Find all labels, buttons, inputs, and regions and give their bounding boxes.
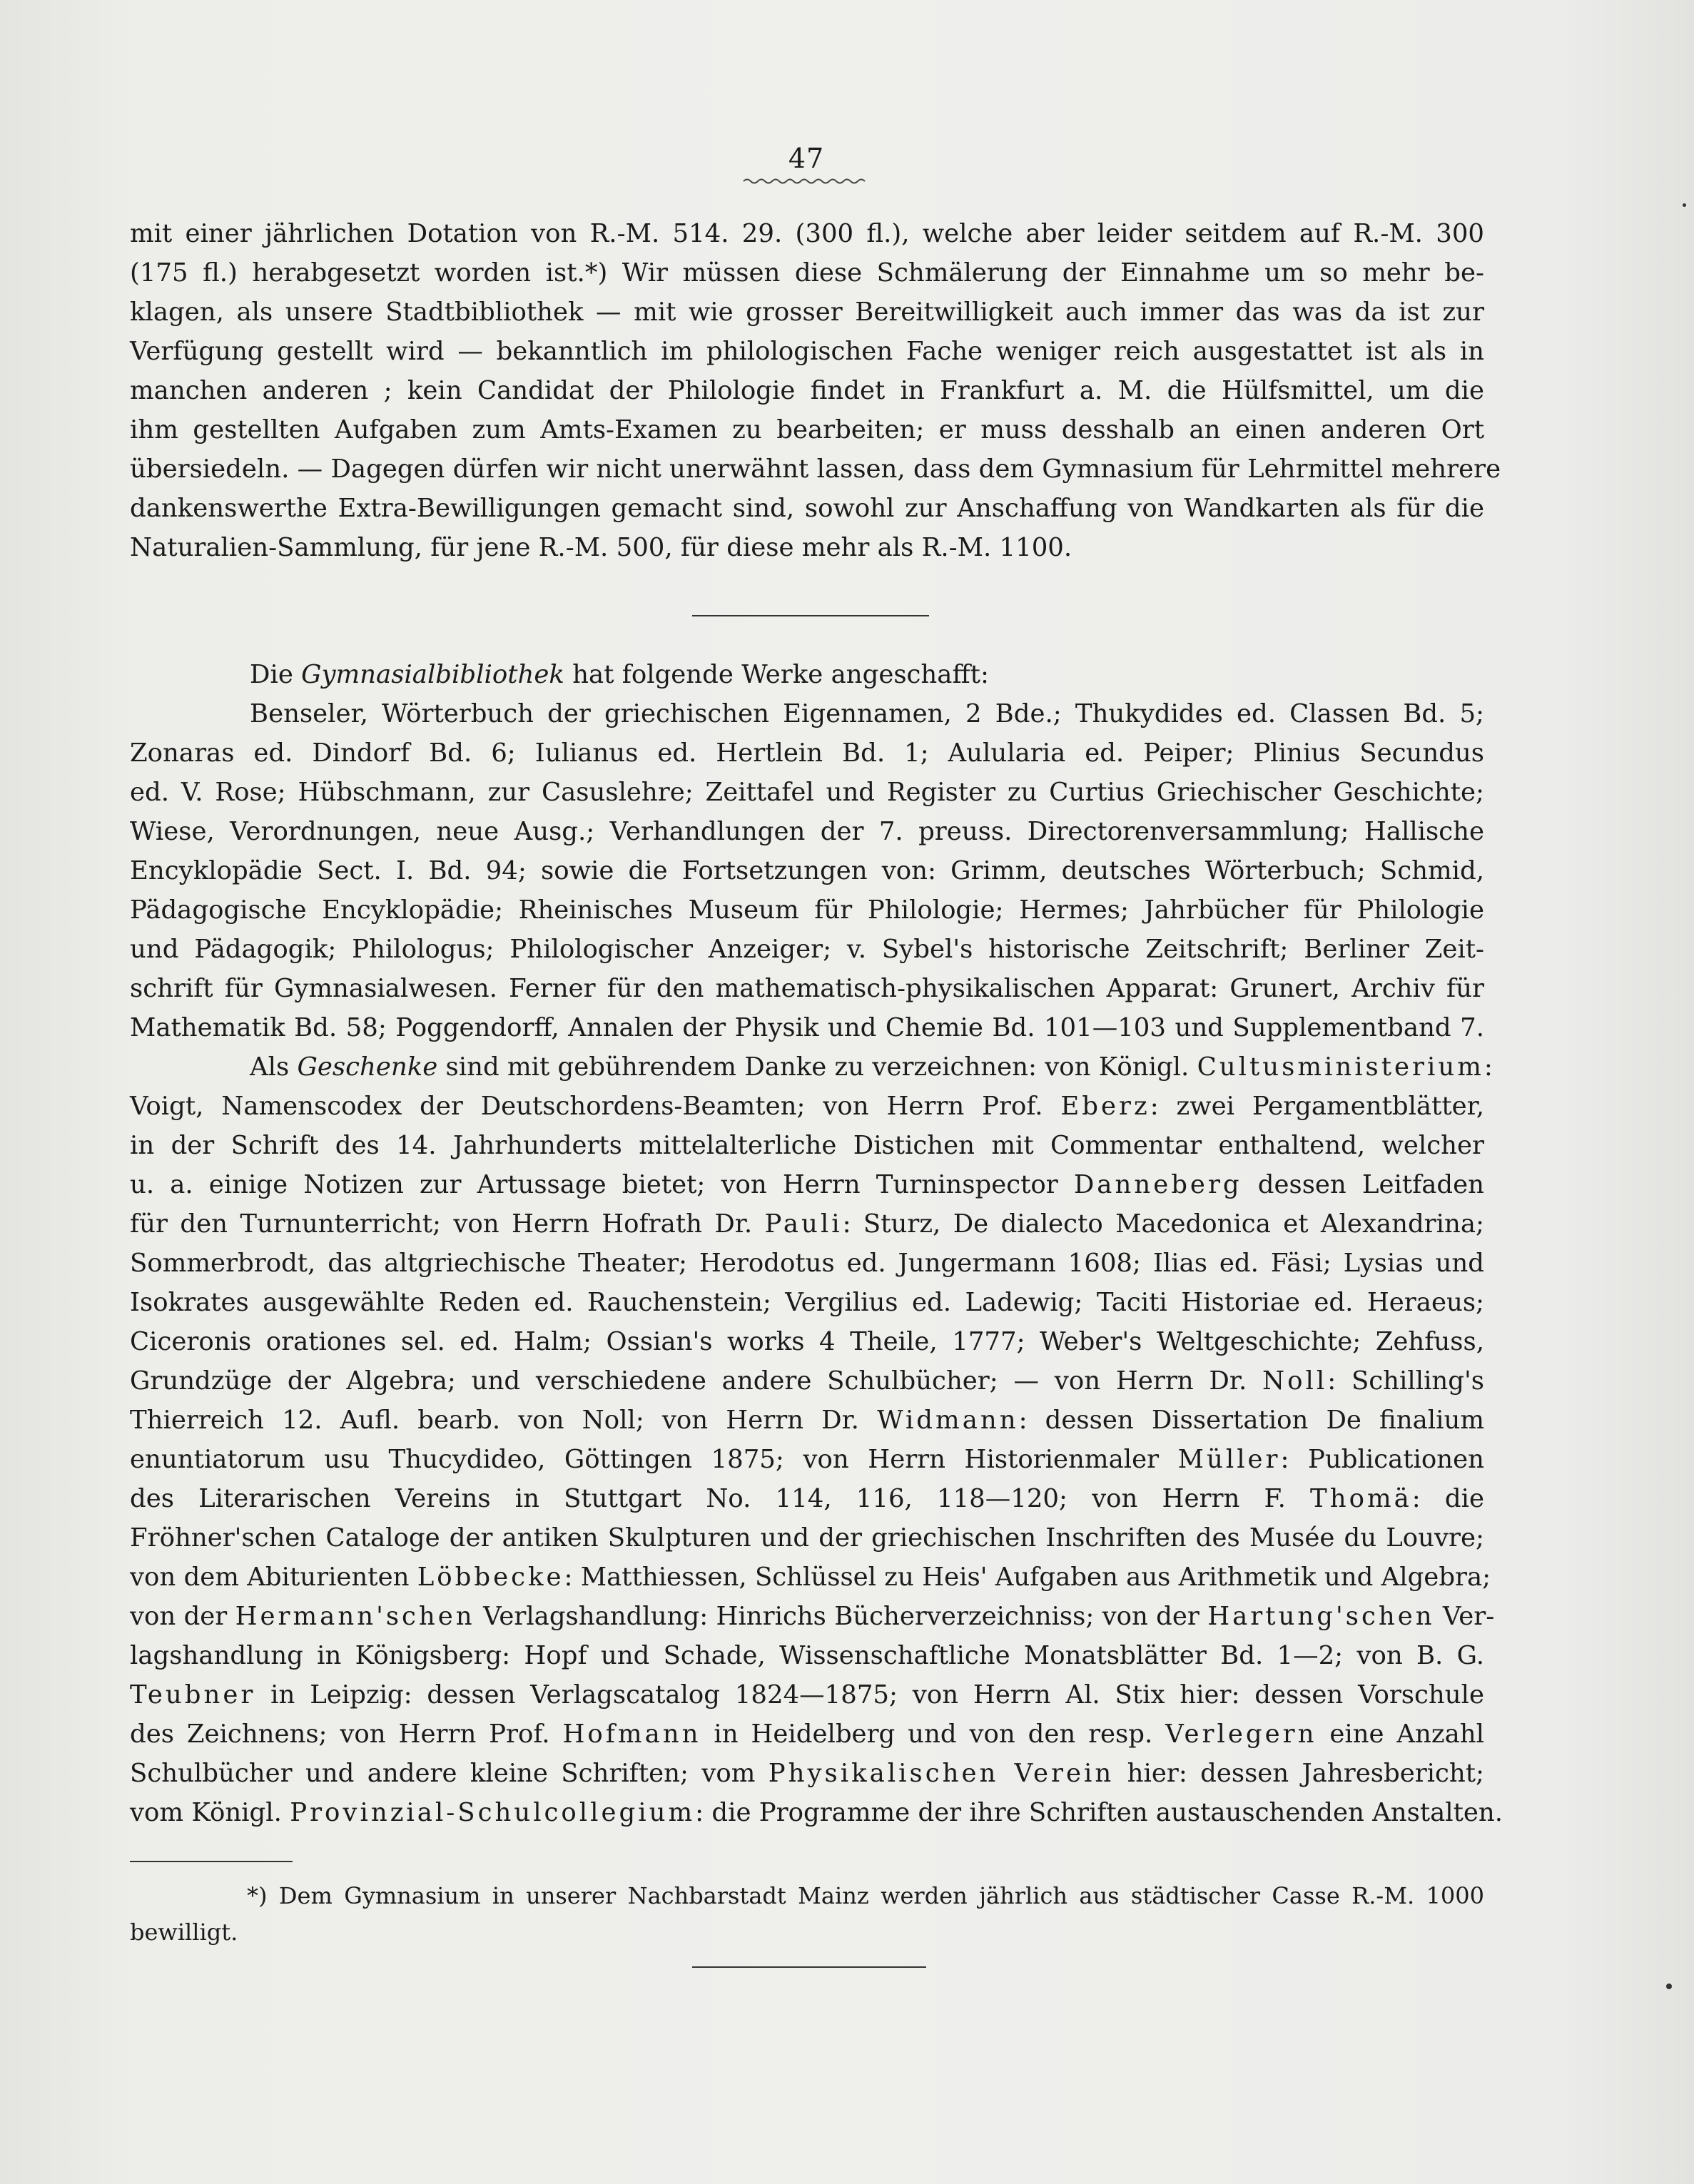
gifts-term: Geschenke xyxy=(297,1052,438,1082)
text-line: Fröhner'schen Cataloge der antiken Skulpturen und der griechischen Inschriften des Musée du Louvre; xyxy=(130,1523,1484,1553)
text-line: in der Schrift des 14. Jahrhunderts mittelalterliche Distichen mit Commentar enthaltend, welcher xyxy=(130,1131,1484,1160)
text-line: ed. V. Rose; Hübschmann, zur Casuslehre; Zeittafel und Register zu Curtius Griechischer Geschichte; xyxy=(130,778,1484,807)
text-line: dankenswerthe Extra-Bewilligungen gemacht sind, sowohl zur Anschaffung von Wandkarten als für die xyxy=(130,494,1484,523)
page-number: 47 xyxy=(788,143,825,174)
text-line: Verfügung gestellt wird — bekanntlich im philologischen Fache weniger reich ausgestattet ist als in xyxy=(130,337,1484,366)
text-line: Isokrates ausgewählte Reden ed. Rauchenstein; Vergilius ed. Ladewig; Taciti Historiae ed. Heraeus; xyxy=(130,1288,1484,1317)
section-divider xyxy=(692,615,929,616)
library-and-gifts-section xyxy=(130,655,1503,1832)
paragraph-dotation xyxy=(130,214,1501,567)
text-line: Ciceronis orationes sel. ed. Halm; Ossian's works 4 Theile, 1777; Weber's Weltgeschichte; Zehfuss, xyxy=(130,1327,1484,1356)
text-line: für den Turnunterricht; von Herrn Hofrath Dr. Pauli: Sturz, De dialecto Macedonica et Alexandrina; xyxy=(130,1209,1484,1239)
end-divider xyxy=(692,1966,926,1968)
text-line: übersiedeln. — Dagegen dürfen wir nicht unerwähnt lassen, dass dem Gymnasium für Lehrmittel mehrere xyxy=(130,454,1501,484)
text-line: des Zeichnens; von Herrn Prof. Hofmann in Heidelberg und von den resp. Verlegern eine Anzahl xyxy=(130,1720,1485,1749)
text-line: (175 fl.) herabgesetzt worden ist.*) Wir müssen diese Schmälerung der Einnahme um so mehr be- xyxy=(130,258,1484,288)
text-line: Teubner in Leipzig: dessen Verlagscatalog 1824—1875; von Herrn Al. Stix hier: dessen Vorschule xyxy=(130,1680,1484,1710)
text-line: des Literarischen Vereins in Stuttgart No. 114, 116, 118—120; von Herrn F. Thomä: die xyxy=(130,1484,1484,1513)
text-line: klagen, als unsere Stadtbibliothek — mit wie grosser Bereitwilligkeit auch immer das was da ist zur xyxy=(130,298,1484,327)
text-line: Encyklopädie Sect. I. Bd. 94; sowie die Fortsetzungen von: Grimm, deutsches Wörterbuch; Schmid, xyxy=(130,856,1484,885)
text-line: manchen anderen ; kein Candidat der Philologie findet in Frankfurt a. M. die Hülfsmittel, um die xyxy=(130,376,1484,405)
text-line: schrift für Gymnasialwesen. Ferner für den mathematisch-physikalischen Apparat: Grunert, Archiv für xyxy=(130,974,1484,1003)
scan-speck xyxy=(1683,203,1686,207)
footnote xyxy=(130,1878,1484,1951)
footnote-line: bewilligt. xyxy=(130,1919,238,1946)
page-number-ornament xyxy=(742,177,871,187)
footnote-line: *) Dem Gymnasium in unserer Nachbarstadt Mainz werden jährlich aus städtischer Casse R.-M. 1000 xyxy=(247,1882,1484,1909)
text-line: Mathematik Bd. 58; Poggendorff, Annalen der Physik und Chemie Bd. 101—103 und Supplementband 7. xyxy=(130,1013,1484,1042)
text-line: Sommerbrodt, das altgriechische Theater; Herodotus ed. Jungermann 1608; Ilias ed. Fäsi; Lysias und xyxy=(130,1249,1484,1278)
text-line: von der Hermann'schen Verlagshandlung: Hinrichs Bücherverzeichniss; von der Hartung'schen Ver- xyxy=(130,1602,1495,1631)
text-line: u. a. einige Notizen zur Artussage bietet; von Herrn Turninspector Danneberg dessen Leitfaden xyxy=(130,1170,1484,1199)
gifts-intro: Als Geschenke sind mit gebührendem Danke zu verzeichnen: von Königl. Cultusministerium: xyxy=(250,1052,1493,1082)
footnote-divider xyxy=(130,1861,293,1862)
text-line: Voigt, Namenscodex der Deutschordens-Beamten; von Herrn Prof. Eberz: zwei Pergamentblätter, xyxy=(130,1092,1484,1121)
scan-speck xyxy=(1666,1984,1672,1989)
text-line: Schulbücher und andere kleine Schriften; vom Physikalischen Verein hier: dessen Jahresbericht; xyxy=(130,1759,1485,1788)
text-line: vom Königl. Provinzial-Schulcollegium: die Programme der ihre Schriften austauschenden Anstalten. xyxy=(130,1798,1503,1827)
text-line: mit einer jährlichen Dotation von R.-M. 514. 29. (300 fl.), welche aber leider seitdem auf R.-M. 300 xyxy=(130,219,1484,248)
text-line: Zonaras ed. Dindorf Bd. 6; Iulianus ed. Hertlein Bd. 1; Aulularia ed. Peiper; Plinius Secundus xyxy=(130,738,1484,768)
text-line: von dem Abiturienten Löbbecke: Matthiessen, Schlüssel zu Heis' Aufgaben aus Arithmetik und Algebra; xyxy=(130,1563,1491,1592)
text-line: Naturalien-Sammlung, für jene R.-M. 500, für diese mehr als R.-M. 1100. xyxy=(130,533,1072,562)
text-line: enuntiatorum usu Thucydideo, Göttingen 1875; von Herrn Historienmaler Müller: Publicationen xyxy=(130,1445,1484,1474)
library-term: Gymnasialbibliothek xyxy=(301,660,564,689)
text-line: Wiese, Verordnungen, neue Ausg.; Verhandlungen der 7. preuss. Directorenversammlung; Hallische xyxy=(130,817,1484,846)
library-intro: Die Gymnasialbibliothek hat folgende Werke angeschafft: xyxy=(250,660,989,689)
text-line: Grundzüge der Algebra; und verschiedene andere Schulbücher; — von Herrn Dr. Noll: Schilling's xyxy=(130,1366,1484,1396)
text-line: Benseler, Wörterbuch der griechischen Eigennamen, 2 Bde.; Thukydides ed. Classen Bd. 5; xyxy=(250,699,1484,728)
text-line: Thierreich 12. Aufl. bearb. von Noll; von Herrn Dr. Widmann: dessen Dissertation De finalium xyxy=(130,1406,1484,1435)
text-line: und Pädagogik; Philologus; Philologischer Anzeiger; v. Sybel's historische Zeitschrift; Berliner Zeit- xyxy=(130,935,1484,964)
text-line: ihm gestellten Aufgaben zum Amts-Examen zu bearbeiten; er muss desshalb an einen anderen Ort xyxy=(130,415,1484,445)
text-line: Pädagogische Encyklopädie; Rheinisches Museum für Philologie; Hermes; Jahrbücher für Philologie xyxy=(130,895,1484,925)
text-line: lagshandlung in Königsberg: Hopf und Schade, Wissenschaftliche Monatsblätter Bd. 1—2; von B. G. xyxy=(130,1641,1484,1670)
